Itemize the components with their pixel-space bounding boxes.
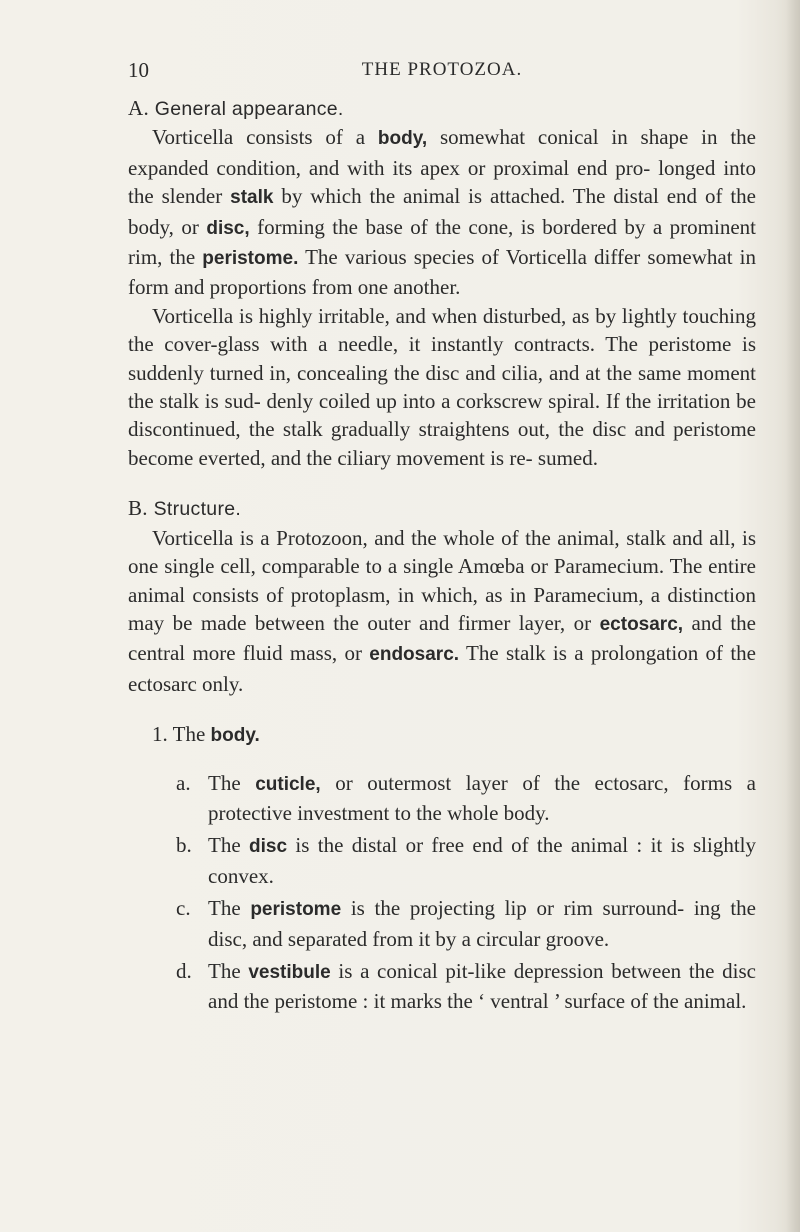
section-a-paragraph-1	[128, 123, 756, 301]
page-number: 10	[128, 58, 149, 82]
term-peristome: peristome	[250, 899, 342, 921]
term-disc: disc,	[206, 217, 250, 239]
text-run: The stalk is a prolongation of the ectosarc only.	[128, 641, 756, 696]
section-b-title: Structure.	[153, 498, 242, 521]
term-cuticle: cuticle,	[255, 773, 321, 795]
text-run: The	[208, 833, 249, 858]
running-head: THE PROTOZOA.	[361, 59, 523, 80]
text-run: is the projecting lip or rim surround- ing the disc, and separated from it by a circular groove.	[208, 896, 756, 951]
subsection-number: 1.	[152, 722, 168, 747]
text-run: The	[172, 722, 211, 747]
list-item-b	[128, 831, 756, 890]
term-disc: disc	[249, 836, 288, 858]
list-item-letter: b.	[176, 833, 192, 858]
text-run: Vorticella is a Protozoon, and the whole of the animal, stalk and all, is one single cell, comparable to a single Amœba or Paramecium. The entire animal consists of protoplasm, in which, as in Paramecium, a distinction may be made between the outer and firmer layer, or	[128, 525, 756, 635]
page-text-block	[128, 56, 756, 1016]
text-run: The	[208, 958, 249, 983]
list-item-a	[128, 769, 756, 828]
term-body-heading: body.	[210, 725, 260, 747]
text-run: is a conical pit-like depression between the disc and the peristome : it marks the ‘ ventral ’ surface of the animal.	[208, 958, 756, 1014]
text-run: somewhat conical in shape in the expanded condition, and with its apex or proximal end pro- longed into the slender	[128, 125, 756, 209]
section-a-paragraph-2: Vorticella is highly irritable, and when disturbed, as by lightly touching the cover-glass with a needle, it instantly contracts. The peristome is suddenly turned in, concealing the disc and cilia, and at the same moment the stalk is sud- denly coiled up into a corkscrew spiral. If the irritation be discontinued, the stalk gradually straightens out, the disc and peristome become everted, and the ciliary movement is re- sumed.	[128, 303, 756, 470]
text-run: is the distal or free end of the animal : it is slightly convex.	[208, 833, 756, 888]
text-run: The various species of Vorticella differ somewhat in form and proportions from one another.	[128, 245, 756, 300]
list-item-c	[128, 894, 756, 953]
spacer	[128, 751, 756, 769]
list-item-d	[128, 957, 756, 1016]
text-run: The	[208, 770, 256, 795]
term-peristome: peristome.	[202, 248, 299, 270]
term-ectosarc: ectosarc,	[599, 613, 684, 635]
text-run: or outermost layer of the ectosarc, forms a protective investment to the whole body.	[208, 770, 756, 825]
text-run: Vorticella consists of a	[152, 125, 378, 150]
page-edge-shadow	[786, 0, 800, 1232]
list-item-letter: c.	[176, 896, 191, 921]
section-a-heading	[128, 94, 756, 123]
section-b-heading	[128, 494, 756, 523]
text-run: The	[208, 896, 251, 921]
text-run: forming the base of the cone, is bordered by a prominent rim, the	[128, 214, 756, 270]
page-header	[128, 56, 756, 86]
section-b-paragraph-1	[128, 524, 756, 698]
section-a-title: General appearance.	[154, 98, 344, 120]
text-run: and the central more fluid mass, or	[128, 610, 756, 666]
subsection-1-heading	[128, 720, 756, 750]
list-item-letter: a.	[176, 770, 191, 795]
list-item-letter: d.	[176, 958, 192, 983]
spacer	[128, 698, 756, 720]
term-endosarc: endosarc.	[369, 644, 460, 666]
spacer	[128, 472, 756, 494]
section-b-letter: B.	[128, 496, 148, 521]
section-a-letter: A.	[128, 96, 150, 120]
text-run: by which the animal is attached. The distal end of the body, or	[128, 184, 756, 239]
term-vestibule: vestibule	[248, 961, 331, 983]
term-stalk: stalk	[230, 187, 274, 209]
term-body: body,	[377, 128, 428, 150]
